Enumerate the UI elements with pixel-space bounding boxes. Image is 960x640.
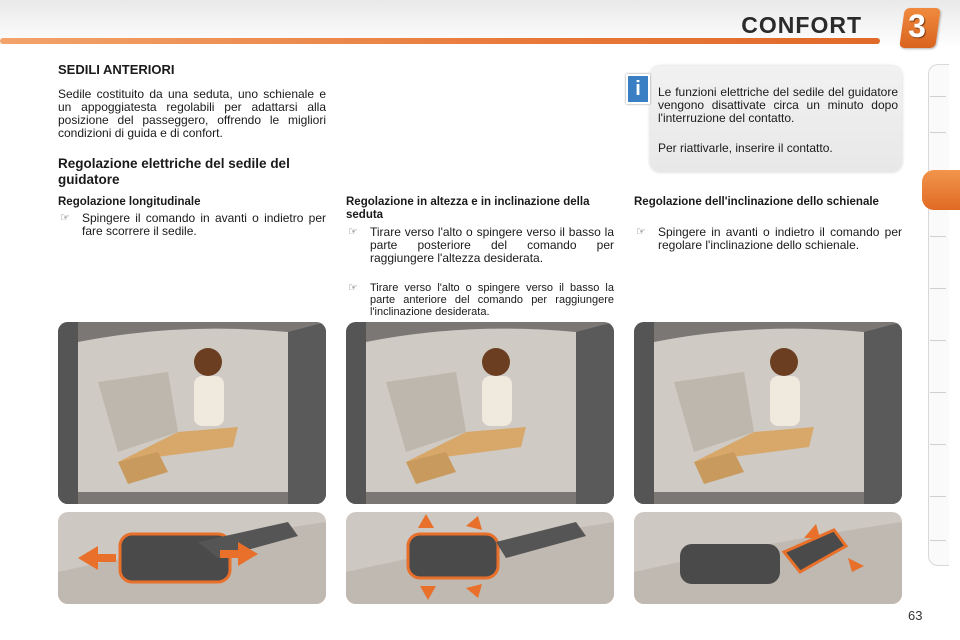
tab-divider bbox=[930, 392, 946, 393]
control-closeup-backrest bbox=[634, 512, 902, 604]
seat-illustration-2 bbox=[346, 322, 614, 504]
info-icon: i bbox=[626, 74, 650, 104]
bullet-text: Tirare verso l'alto o spingere verso il basso la parte posteriore del comando per raggiungere l'altezza desiderata. bbox=[370, 225, 614, 265]
pointing-hand-icon: ☞ bbox=[636, 226, 646, 238]
chapter-number: 3 bbox=[908, 8, 926, 44]
intro-paragraph: Sedile costituito da una seduta, uno schienale e un appoggiatesta regolabili per adattarsi alla posizione del passeggero, offrendo le migliori condizioni di guida e di confort. bbox=[58, 87, 326, 140]
subsection-title: Regolazione elettriche del sedile del guidatore bbox=[58, 156, 290, 187]
chapter-tab-rail bbox=[928, 64, 949, 566]
column-heading-height-tilt: Regolazione in altezza e in inclinazione della seduta bbox=[346, 196, 590, 221]
pointing-hand-icon: ☞ bbox=[348, 226, 358, 238]
seat-illustration-3 bbox=[634, 322, 902, 504]
chapter-title: CONFORT bbox=[741, 12, 862, 38]
tab-divider bbox=[930, 288, 946, 289]
column-heading-backrest: Regolazione dell'inclinazione dello schienale bbox=[634, 196, 879, 208]
bullet-item bbox=[346, 282, 614, 318]
tab-divider bbox=[930, 340, 946, 341]
tab-divider bbox=[930, 496, 946, 497]
bullet-text: Tirare verso l'alto o spingere verso il basso la parte anteriore del comando per raggiungere l'inclinazione desiderata. bbox=[370, 282, 614, 318]
tab-divider bbox=[930, 132, 946, 133]
bullet-text: Spingere in avanti o indietro il comando per regolare l'inclinazione dello schienale. bbox=[658, 225, 902, 252]
tab-divider bbox=[930, 444, 946, 445]
bullet-item bbox=[346, 226, 614, 265]
bullet-item bbox=[634, 226, 902, 252]
control-closeup-longitudinal bbox=[58, 512, 326, 604]
seat-illustration-1 bbox=[58, 322, 326, 504]
section-title: SEDILI ANTERIORI bbox=[58, 62, 175, 77]
bullet-item bbox=[58, 212, 326, 238]
pointing-hand-icon: ☞ bbox=[348, 282, 358, 294]
bullet-text: Spingere il comando in avanti o indietro per fare scorrere il sedile. bbox=[82, 211, 326, 238]
tab-divider bbox=[930, 236, 946, 237]
active-chapter-tab[interactable] bbox=[922, 170, 960, 210]
column-heading-longitudinal: Regolazione longitudinale bbox=[58, 196, 201, 208]
info-text-2: Per riattivarle, inserire il contatto. bbox=[658, 141, 833, 155]
page-number: 63 bbox=[908, 608, 923, 623]
tab-divider bbox=[930, 96, 946, 97]
tab-divider bbox=[930, 540, 946, 541]
control-closeup-height-tilt bbox=[346, 512, 614, 604]
info-text-1: Le funzioni elettriche del sedile del guidatore vengono disattivate circa un minuto dopo l'interruzione del contatto. bbox=[658, 85, 898, 125]
pointing-hand-icon: ☞ bbox=[60, 212, 70, 224]
